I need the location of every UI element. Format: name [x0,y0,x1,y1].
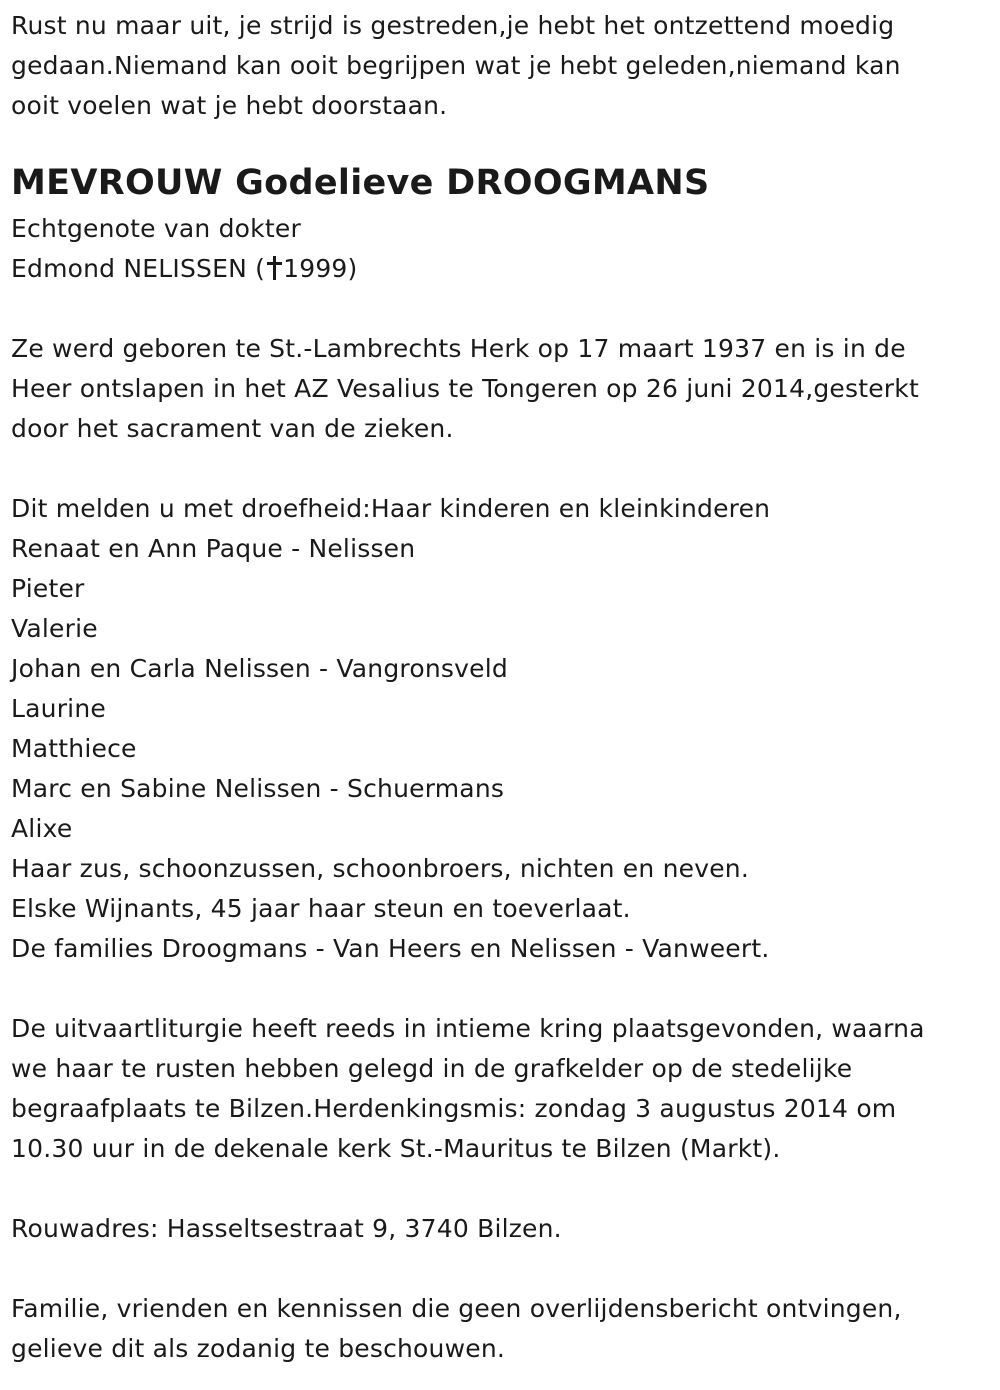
spacer [11,1249,986,1289]
family-line: Valerie [11,614,98,643]
cross-icon [266,256,282,280]
intro-poem [11,6,986,126]
mourning-address: Rouwadres: Hasseltsestraat 9, 3740 Bilzen. [11,1214,562,1243]
family-line: Marc en Sabine Nelissen - Schuermans [11,774,505,803]
family-list [11,489,986,969]
birth-death-paragraph [11,329,986,449]
paragraph-line: Ze werd geboren te St.-Lambrechts Herk op 17 maart 1937 en is in de [11,334,906,363]
spouse-info [11,209,986,289]
spouse-name [11,249,986,289]
family-line: De families Droogmans - Van Heers en Nelissen - Vanweert. [11,934,770,963]
paragraph-line: gelieve dit als zodanig te beschouwen. [11,1334,506,1363]
paragraph-line: door het sacrament van de zieken. [11,414,454,443]
spouse-name-suffix: 1999) [283,254,358,283]
family-line: Alixe [11,814,73,843]
paragraph-line: Familie, vrienden en kennissen die geen overlijdensbericht ontvingen, [11,1294,902,1323]
paragraph-line: 10.30 uur in de dekenale kerk St.-Mauritus te Bilzen (Markt). [11,1134,781,1163]
obituary-document [11,6,986,1369]
closing-paragraph [11,1289,986,1369]
family-line: Haar zus, schoonzussen, schoonbroers, nichten en neven. [11,854,749,883]
spacer [11,1169,986,1209]
intro-line: Rust nu maar uit, je strijd is gestreden,je hebt het ontzettend moedig [11,11,895,40]
spouse-name-prefix: Edmond NELISSEN ( [11,254,266,283]
deceased-name: MEVROUW Godelieve DROOGMANS [11,163,710,203]
family-line: Elske Wijnants, 45 jaar haar steun en toeverlaat. [11,894,631,923]
intro-line: gedaan.Niemand kan ooit begrijpen wat je hebt geleden,niemand kan [11,51,901,80]
family-line: Laurine [11,694,106,723]
paragraph-line: De uitvaartliturgie heeft reeds in intieme kring plaatsgevonden, waarna [11,1014,925,1043]
spacer [11,449,986,489]
intro-line: ooit voelen wat je hebt doorstaan. [11,91,448,120]
family-line: Renaat en Ann Paque - Nelissen [11,534,416,563]
spacer [11,289,986,329]
family-line: Pieter [11,574,85,603]
paragraph-line: we haar te rusten hebben gelegd in de grafkelder op de stedelijke [11,1054,853,1083]
family-line: Johan en Carla Nelissen - Vangronsveld [11,654,508,683]
spacer [11,969,986,1009]
family-line: Matthiece [11,734,137,763]
funeral-paragraph [11,1009,986,1169]
paragraph-line: begraafplaats te Bilzen.Herdenkingsmis: zondag 3 augustus 2014 om [11,1094,897,1123]
family-line: Dit melden u met droefheid:Haar kinderen en kleinkinderen [11,494,771,523]
paragraph-line: Heer ontslapen in het AZ Vesalius te Tongeren op 26 juni 2014,gesterkt [11,374,919,403]
spouse-line: Echtgenote van dokter [11,214,301,243]
